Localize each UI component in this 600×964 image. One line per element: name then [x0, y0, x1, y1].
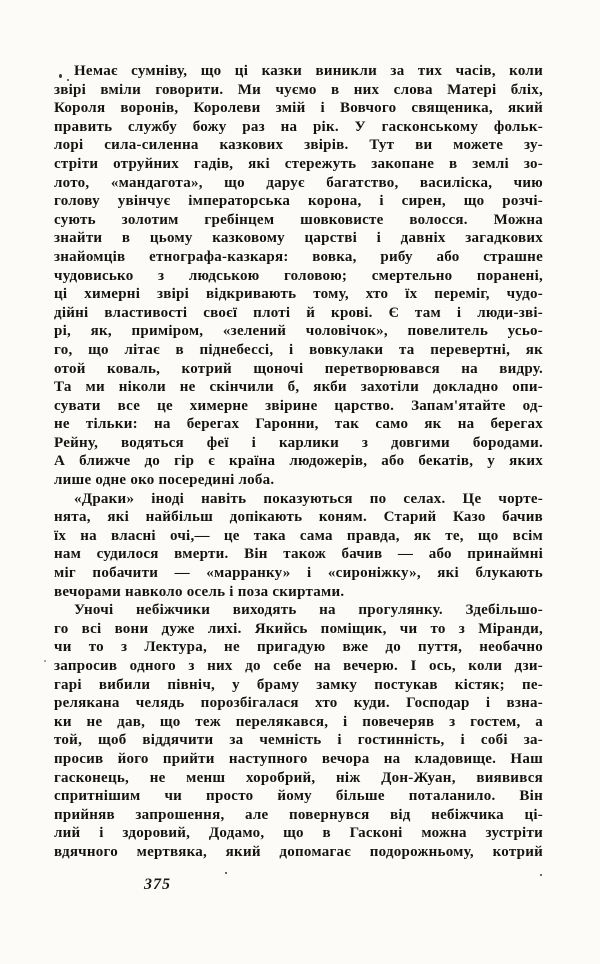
- text-line: спритнішим чи просто йому більше поталанило. Він: [54, 788, 543, 805]
- text-line: лише одне око посередині лоба.: [54, 472, 275, 489]
- text-line: го всі вони дуже лихі. Якийсь поміщик, чи то з Міранди,: [54, 620, 543, 637]
- text-line: сувати все це химерне звірине царство. Запам'ятайте од-: [54, 397, 543, 414]
- text-line: не тільки: на берегах Гаронни, так само як на берегах: [54, 416, 543, 433]
- text-line: вечорами навколо осель і поза скиртами.: [54, 583, 345, 600]
- text-line: голову увінчує імператорська корона, і сирен, що розчі-: [54, 193, 543, 210]
- text-line: їх на власні очі,— це така сама правда, як те, що всім: [54, 527, 543, 544]
- text-line: А ближче до гір є країна людожерів, або бекатів, у яких: [54, 453, 543, 470]
- text-line: запросив одного з них до себе на вечерю. І ось, коли дзи-: [54, 658, 543, 674]
- page-number: 375: [144, 876, 171, 893]
- text-line: лий і здоровий, Додамо, що в Гасконі можна зустріти: [54, 825, 543, 842]
- text-line: звірі вміли говорити. Ми чуємо в них слова Матері бліх,: [54, 81, 543, 98]
- text-line: той, щоб віддячити за чемність і гостинність, і собі за-: [54, 732, 543, 749]
- text-line: править службу божу раз на рік. У гасконському фольк-: [54, 118, 543, 135]
- text-line: дійні властивості своєї плоті й крові. Є там і люди-зві-: [54, 304, 543, 321]
- text-line: Рейну, водяться феї і карлики з довгими бородами.: [54, 434, 543, 451]
- text-line: вдячного мертвяка, який допомагає подорожньому, котрий: [54, 843, 543, 860]
- text-line: лото, «мандагота», що дарує багатство, василіска, чию: [54, 174, 543, 191]
- text-line: релякана челядь порозбігалася хто куди. Господар і взна-: [54, 695, 543, 712]
- text-line: сують золотим гребінцем шовковисте волосся. Можна: [54, 211, 543, 228]
- text-line: прийняв запрошення, але повернувся від небіжчика ці-: [54, 806, 543, 823]
- text-line: Короля воронів, Королеви змій і Вовчого священика, який: [54, 100, 543, 117]
- text-line: стріти отруйних гадів, які стережуть закопане в землі зо-: [54, 155, 543, 172]
- text-line: нята, які найбільш допікають коням. Старий Казо бачив: [54, 509, 543, 526]
- text-line: ці химерні звірі відкривають тому, хто їх переміг, чудо-: [54, 286, 543, 303]
- text-line: знайти в цьому казковому царстві і давніх загадкових: [54, 230, 543, 247]
- text-line: лорі сила-силенна казкових звірів. Тут ви можете зу-: [54, 137, 543, 154]
- text-line: ки не дав, що теж перелякався, і повечеряв з гостем, а: [54, 713, 543, 730]
- text-line: гарі вибили північ, у браму замку постукав кістяк; пе-: [54, 676, 543, 693]
- text-line: отой коваль, котрий щоночі перетворювався на видру.: [54, 360, 543, 377]
- scan-speck: [44, 660, 46, 662]
- text-line: чи то з Лектура, не пригадую вже до пуття, необачно: [54, 639, 543, 656]
- text-line: го, що літає в піднебессі, і вовкулаки та перевертні, як: [54, 341, 543, 358]
- text-line: Та ми ніколи не скінчили б, якби захотіли докладно опи-: [54, 379, 543, 396]
- page-text: [54, 62, 543, 862]
- text-line: просив його прийти наступного вечора на кладовище. Наш: [54, 750, 543, 767]
- text-line: Уночі небіжчики виходять на прогулянку. Здебільшо-: [74, 602, 543, 619]
- text-line: чудовисько з людською головою; смертельно поранені,: [54, 267, 543, 284]
- scan-speck: [225, 872, 227, 874]
- text-line: «Драки» іноді навіть показуються по селах. Це чорте-: [74, 490, 543, 507]
- text-line: нам судилося вмерти. Він також бачив — або принаймні: [54, 546, 543, 563]
- text-line: гасконець, не менш хоробрий, ніж Дон-Жуан, виявився: [54, 769, 543, 786]
- text-line: міг побачити — «марранку» і «сироніжку», які блукають: [54, 565, 543, 582]
- text-line: рі, як, приміром, «зелений чоловічок», повелитель усьо-: [54, 323, 543, 340]
- text-line: Немає сумніву, що ці казки виникли за тих часів, коли: [74, 63, 543, 79]
- text-line: знайомців етнографа-казкаря: вовка, рибу або страшне: [54, 248, 543, 265]
- scan-speck: [540, 874, 542, 876]
